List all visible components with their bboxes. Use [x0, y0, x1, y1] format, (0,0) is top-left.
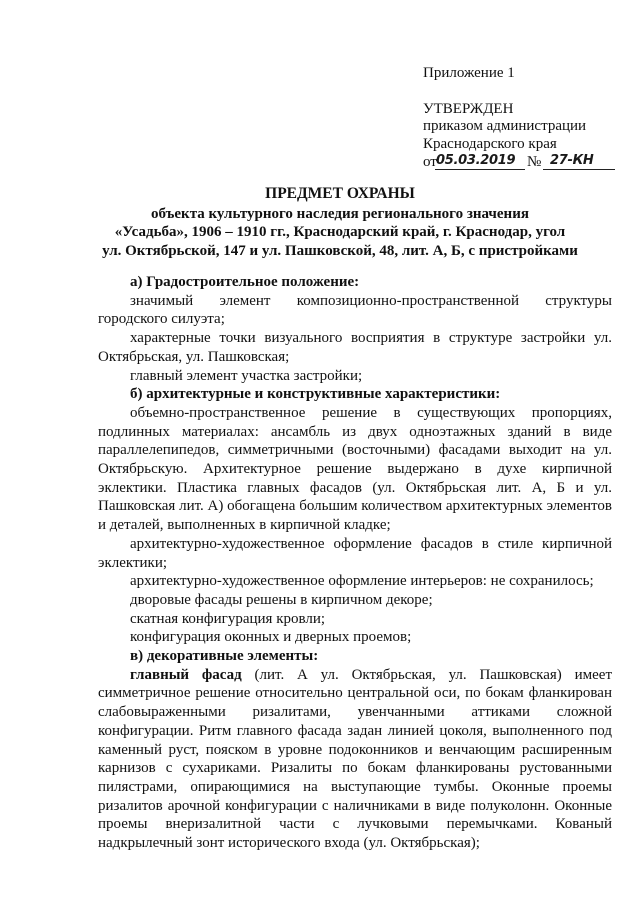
- approval-number-value: 27-КН: [550, 153, 594, 168]
- heading-line-2: объекта культурного наследия регионального значения: [151, 205, 529, 222]
- number-underline: [543, 169, 615, 170]
- section-c-paragraph: [98, 666, 612, 853]
- section-b-item: объемно-пространственное решение в существующих пропорциях, подлинных материалах: ансамбль из двух одноэтажных зданий в виде параллелепипедов, симметричными (восточными) фасадами выходит на ул. Октябрьскую. Архитектурное решение выдержано в духе кирпичной эклектики. Пластика главных фасадов (ул. Октябрьская лит. А, Б и ул. Пашковская лит. А) обогащена большим количеством архитектурных элементов и деталей, выполненных в кирпичной кладке;: [98, 404, 612, 534]
- approval-line-2: Краснодарского края: [423, 136, 557, 152]
- section-a-item: главный элемент участка застройки;: [130, 367, 363, 384]
- section-c-lead: главный фасад: [130, 666, 242, 683]
- heading-line-3: «Усадьба», 1906 – 1910 гг., Краснодарский край, г. Краснодар, угол: [114, 224, 566, 240]
- date-underline: [435, 169, 525, 170]
- approval-title: УТВЕРЖДЕН: [423, 101, 514, 117]
- section-b-title: б) архитектурные и конструктивные характеристики:: [130, 386, 501, 403]
- section-c-title: в) декоративные элементы:: [130, 648, 319, 665]
- heading-line-4: ул. Октябрьской, 147 и ул. Пашковской, 48, лит. А, Б, с пристройками: [102, 242, 578, 259]
- approval-number-prefix: №: [527, 154, 542, 170]
- appendix-label: Приложение 1: [423, 65, 515, 81]
- heading-title: ПРЕДМЕТ ОХРАНЫ: [265, 185, 415, 202]
- section-b-item: архитектурно-художественное оформление интерьеров: не сохранилось;: [130, 573, 594, 590]
- section-b-item: конфигурация оконных и дверных проемов;: [130, 629, 412, 646]
- section-b-item: дворовые фасады решены в кирпичном декоре;: [130, 591, 433, 608]
- section-c-text: (лит. А ул. Октябрьская, ул. Пашковская) имеет симметричное решение относительно центральной оси, по бокам фланкирован слабовыраженными ризалитами, увенчанными аттиками сложной конфигурации. Ритм главного фасада задан линией цоколя, выполненного под каменный руст, пояском в уровне подоконников и венчающим расширенным карнизов с сухариками. Ризалиты по бокам фланкированы рустованными пилястрами, опирающимися на выступающие тумбы. Оконные проемы ризалитов арочной конфигурации с наличниками в виде полуколонн. Оконные проемы внеризалитной части с лучковыми перемычками. Кованый надкрылечный зонт исторического входа (ул. Октябрьская);: [98, 666, 613, 852]
- document-body: [98, 273, 612, 853]
- section-a-item: характерные точки визуального восприятия в структуре застройки ул. Октябрьская, ул. Пашковская;: [98, 330, 612, 365]
- approval-date-prefix: от: [423, 154, 437, 170]
- section-b-item: скатная конфигурация кровли;: [130, 610, 326, 627]
- section-a-item: значимый элемент композиционно-пространственной структуры городского силуэта;: [98, 292, 612, 328]
- approval-line-1: приказом администрации: [423, 118, 587, 134]
- section-a-title: а) Градостроительное положение:: [130, 274, 360, 290]
- approval-date-value: 05.03.2019: [436, 153, 516, 168]
- section-b-item: архитектурно-художественное оформление фасадов в стиле кирпичной эклектики;: [98, 535, 612, 571]
- document-heading: [60, 185, 620, 260]
